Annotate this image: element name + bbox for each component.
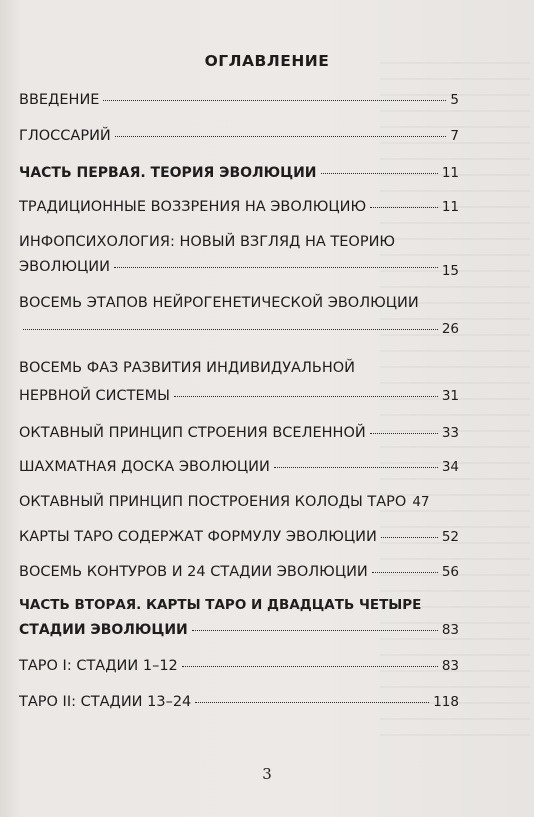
toc-entry-title: ЭВОЛЮЦИИ: [19, 259, 110, 275]
toc-entry-page: 52: [441, 529, 459, 545]
toc-entry-title-line1: ИНФОПСИХОЛОГИЯ: НОВЫЙ ВЗГЛЯД НА ТЕОРИЮ: [19, 234, 396, 250]
toc-entry-title: ВВЕДЕНИЕ: [19, 92, 100, 108]
toc-entry[interactable]: [19, 595, 459, 640]
toc-entry-page: 56: [441, 564, 459, 580]
toc-entry-page: 15: [441, 263, 459, 279]
toc-entry-title: ВОСЕМЬ КОНТУРОВ И 24 СТАДИИ ЭВОЛЮЦИИ: [19, 564, 368, 580]
toc-entry[interactable]: [19, 457, 459, 477]
toc-entry[interactable]: [19, 358, 459, 406]
toc-entry-title: ОКТАВНЫЙ ПРИНЦИП ПОСТРОЕНИЯ КОЛОДЫ ТАРО: [19, 494, 407, 510]
toc-entry[interactable]: [19, 232, 459, 277]
leader-dots: [274, 467, 438, 468]
leader-dots: [115, 136, 447, 137]
toc-entry[interactable]: [19, 293, 459, 339]
toc-entry-title-line1: ВОСЕМЬ ФАЗ РАЗВИТИЯ ИНДИВИДУАЛЬНОЙ: [19, 360, 355, 376]
toc-entry-title: ГЛОССАРИЙ: [19, 128, 111, 144]
toc-entry-title: ОКТАВНЫЙ ПРИНЦИП СТРОЕНИЯ ВСЕЛЕННОЙ: [19, 425, 366, 441]
toc-entry[interactable]: [19, 562, 459, 582]
toc-entry[interactable]: [19, 492, 459, 512]
toc-entry-title: ЧАСТЬ ПЕРВАЯ. ТЕОРИЯ ЭВОЛЮЦИИ: [19, 165, 317, 181]
toc-entry-page: 34: [441, 459, 459, 475]
toc-entry-page: 33: [441, 425, 459, 441]
toc-entry[interactable]: [19, 126, 459, 146]
leader-dots: [182, 666, 438, 667]
toc-entry-title: КАРТЫ ТАРО СОДЕРЖАТ ФОРМУЛУ ЭВОЛЮЦИИ: [19, 529, 377, 545]
toc-entry-page: 5: [450, 92, 459, 108]
toc-entry-title-line1: ЧАСТЬ ВТОРАЯ. КАРТЫ ТАРО И ДВАДЦАТЬ ЧЕТЫРЕ: [19, 597, 422, 613]
toc-entry-page: 31: [441, 388, 459, 404]
leader-dots: [195, 702, 429, 703]
toc-title: ОГЛАВЛЕНИЕ: [204, 52, 330, 70]
leader-dots: [192, 630, 438, 631]
toc-entry-title-line1: ВОСЕМЬ ЭТАПОВ НЕЙРОГЕНЕТИЧЕСКОЙ ЭВОЛЮЦИИ: [19, 295, 419, 311]
toc-entry[interactable]: [19, 656, 459, 676]
toc-entry-title: ШАХМАТНАЯ ДОСКА ЭВОЛЮЦИИ: [19, 459, 270, 475]
toc-entry-page: 11: [441, 165, 459, 181]
toc-entry-title: СТАДИИ ЭВОЛЮЦИИ: [19, 622, 188, 638]
toc-entry-title: ТАРО I: СТАДИИ 1–12: [19, 658, 178, 674]
toc-entry-page: 7: [450, 128, 459, 144]
toc-entry-title: ТАРО II: СТАДИИ 13–24: [19, 694, 192, 710]
toc-entry[interactable]: [19, 90, 459, 110]
leader-dots: [370, 433, 438, 434]
toc-entry-page: 83: [441, 658, 459, 674]
toc-entry[interactable]: [19, 423, 459, 443]
leader-dots: [114, 267, 438, 268]
toc-entry[interactable]: [19, 527, 459, 547]
leader-dots: [103, 100, 446, 101]
toc-entry-page: 11: [441, 199, 459, 215]
toc-entry-title: НЕРВНОЙ СИСТЕМЫ: [19, 388, 170, 404]
toc-entry[interactable]: [19, 692, 459, 712]
toc-entry-page: 47: [412, 494, 430, 510]
toc-entry[interactable]: [19, 163, 459, 183]
leader-dots: [174, 396, 438, 397]
toc-entry-page: 26: [441, 321, 459, 337]
toc-entry-page: 83: [441, 622, 459, 638]
leader-dots: [23, 329, 438, 330]
leader-dots: [321, 173, 438, 174]
toc-entry[interactable]: [19, 197, 459, 217]
leader-dots: [370, 207, 438, 208]
toc-entry-title: ТРАДИЦИОННЫЕ ВОЗЗРЕНИЯ НА ЭВОЛЮЦИЮ: [19, 199, 367, 215]
page-number: 3: [262, 765, 272, 783]
leader-dots: [372, 572, 438, 573]
leader-dots: [381, 537, 438, 538]
toc-entry-page: 118: [433, 694, 459, 710]
